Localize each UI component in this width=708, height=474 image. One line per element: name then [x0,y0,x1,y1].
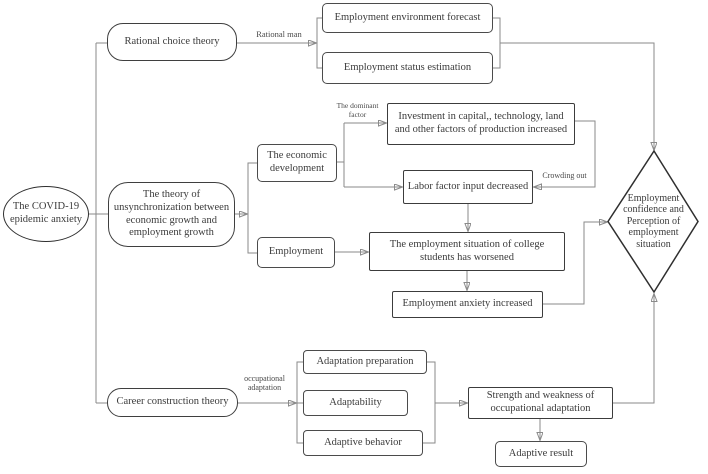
node-adaptive-result: Adaptive result [495,441,587,467]
node-labor-factor-input-decreased: Labor factor input decreased [403,170,533,204]
node-adaptation-preparation: Adaptation preparation [303,350,427,374]
node-employment-anxiety-increased: Employment anxiety increased [392,291,543,318]
node-career-construction-theory: Career construction theory [107,388,238,417]
edge-label-dominant-factor: The dominant factor [336,101,379,119]
edge-label-rational-man: Rational man [256,29,302,39]
node-economic-development: The economic development [257,144,337,182]
node-employment-environment-forecast: Employment environment forecast [322,3,493,33]
edge-label-occupational-adaptation: occupational adaptation [244,374,285,393]
node-employment-confidence-perception: Employment confidence and Perception of employment situation [623,192,684,250]
node-rational-choice-theory: Rational choice theory [107,23,237,61]
node-adaptive-behavior: Adaptive behavior [303,430,423,456]
node-employment: Employment [257,237,335,268]
node-employment-status-estimation: Employment status estimation [322,52,493,84]
node-employment-situation-worsened: The employment situation of college students has worsened [369,232,565,271]
node-strength-weakness-occupational-adaptation: Strength and weakness of occupational adaptation [468,387,613,419]
node-covid-anxiety: The COVID-19 epidemic anxiety [3,186,89,242]
node-adaptability: Adaptability [303,390,408,416]
edge-label-crowding-out: Crowding out [542,171,587,180]
node-investment-increased: Investment in capital,, technology, land and other factors of production increased [387,103,575,145]
node-unsynchronization-theory: The theory of unsynchronization between economic growth and employment growth [108,182,235,247]
